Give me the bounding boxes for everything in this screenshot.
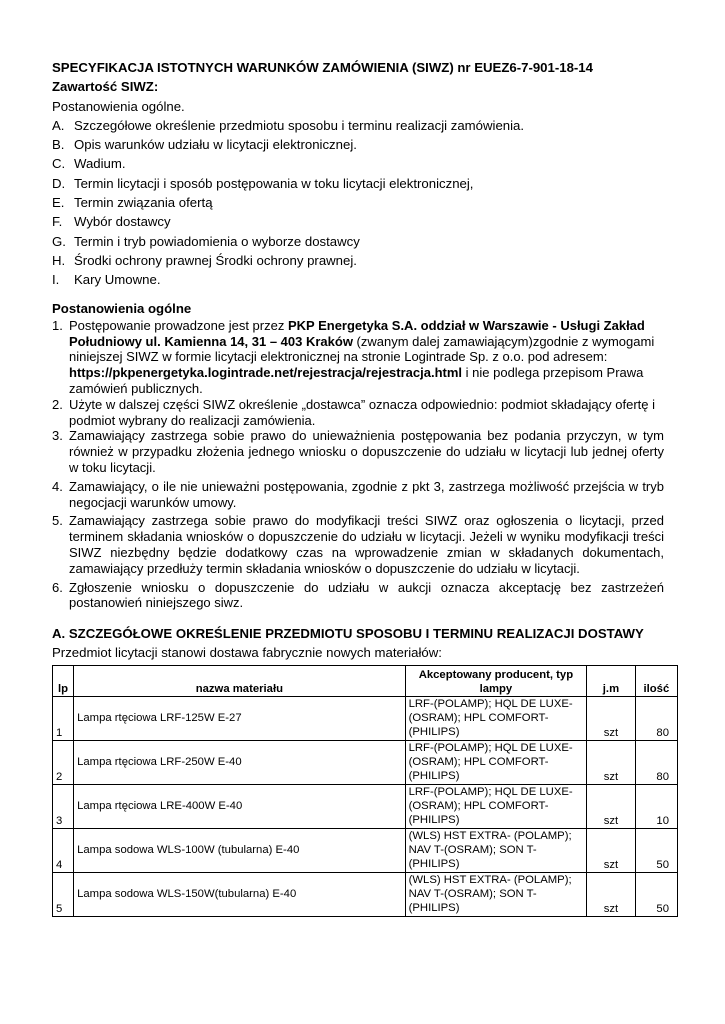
cell-producer: LRF-(POLAMP); HQL DE LUXE- (OSRAM); HPL COMFORT-(PHILIPS) bbox=[405, 784, 587, 828]
document-page bbox=[52, 58, 670, 917]
section-a-heading: A. SZCZEGÓŁOWE OKREŚLENIE PRZEDMIOTU SPOSOBU I TERMINU REALIZACJI DOSTAWY bbox=[52, 626, 644, 642]
cell-unit: szt bbox=[587, 696, 636, 740]
table-row bbox=[53, 696, 678, 740]
contents-item: H. Środki ochrony prawnej Środki ochrony prawnej. bbox=[52, 252, 357, 268]
contents-intro: Postanowienia ogólne. bbox=[52, 98, 185, 114]
cell-name: Lampa rtęciowa LRF-250W E-40 bbox=[74, 740, 406, 784]
table-row bbox=[53, 828, 678, 872]
cell-producer: (WLS) HST EXTRA- (POLAMP); NAV T-(OSRAM); SON T- (PHILIPS) bbox=[405, 828, 587, 872]
registration-link[interactable]: https://pkpenergetyka.logintrade.net/rejestracja/rejestracja.html bbox=[69, 365, 463, 381]
cell-unit: szt bbox=[587, 828, 636, 872]
general-point-5: 5. Zamawiający zastrzega sobie prawo do modyfikacji treści SIWZ oraz ogłoszenia o licytacji, przed terminem składania wniosków o dopuszczenie do udziału w licytacji. Jeżeli w wyniku modyfikacji treści SIWZ niezbędny będzie dodatkowy czas na wprowadzenie zmian w składanych dokumentach, zamawiający przedłuży termin składania wniosków o dopuszczenie do udziału w licytacji. bbox=[52, 513, 664, 576]
cell-producer: LRF-(POLAMP); HQL DE LUXE- (OSRAM); HPL COMFORT-(PHILIPS) bbox=[405, 696, 587, 740]
contents-item: A. Szczegółowe określenie przedmiotu sposobu i terminu realizacji zamówienia. bbox=[52, 117, 525, 133]
cell-unit: szt bbox=[587, 740, 636, 784]
general-point-6: 6. Zgłoszenie wniosku o dopuszczenie do udziału w aukcji oznacza akceptację bez zastrzeżeń postanowień niniejszego siwz. bbox=[52, 579, 664, 611]
cell-quantity: 80 bbox=[635, 740, 677, 784]
header-producer: Akceptowany producent, typ lampy bbox=[405, 665, 587, 696]
contents-item: C. Wadium. bbox=[52, 156, 126, 172]
table-row bbox=[53, 740, 678, 784]
cell-name: Lampa rtęciowa LRE-400W E-40 bbox=[74, 784, 406, 828]
cell-quantity: 50 bbox=[635, 828, 677, 872]
contents-heading: Zawartość SIWZ: bbox=[52, 79, 159, 95]
cell-name: Lampa sodowa WLS-150W(tubularna) E-40 bbox=[74, 872, 406, 916]
table-row bbox=[53, 872, 678, 916]
cell-name: Lampa rtęciowa LRF-125W E-27 bbox=[74, 696, 406, 740]
section-a-intro: Przedmiot licytacji stanowi dostawa fabrycznie nowych materiałów: bbox=[52, 645, 442, 661]
cell-unit: szt bbox=[587, 784, 636, 828]
cell-quantity: 50 bbox=[635, 872, 677, 916]
table-header-row bbox=[53, 665, 678, 696]
general-point-1: 1. Postępowanie prowadzone jest przez PKP Energetyka S.A. oddział w Warszawie - Usługi Zakład Południowy ul. Kamienna 14, 31 – 403 Kraków (zwanym dalej zamawiającym)zgodnie z wymogami niniejszej SIWZ w formie licytacji elektronicznej na stronie Logintrade Sp. z o.o. pod adresem: https://pkpenergetyka.logintrade.net/rejestracja/rejestracja.html i nie podlega przepisom Prawa zamówień publicznych. bbox=[52, 317, 655, 397]
general-point-2: 2. Użyte w dalszej części SIWZ określenie „dostawca” oznacza odpowiednio: podmiot składający ofertę i podmiot wybrany do realizacji zamówienia. bbox=[52, 396, 655, 428]
contents-list bbox=[52, 116, 664, 290]
cell-name: Lampa sodowa WLS-100W (tubularna) E-40 bbox=[74, 828, 406, 872]
cell-lp: 2 bbox=[53, 740, 74, 784]
contents-item: G. Termin i tryb powiadomienia o wyborze dostawcy bbox=[52, 233, 360, 249]
header-unit: j.m bbox=[587, 665, 636, 696]
cell-lp: 5 bbox=[53, 872, 74, 916]
document-title: SPECYFIKACJA ISTOTNYCH WARUNKÓW ZAMÓWIENIA (SIWZ) nr EUEZ6-7-901-18-14 bbox=[52, 60, 593, 75]
cell-lp: 3 bbox=[53, 784, 74, 828]
contents-item: F. Wybór dostawcy bbox=[52, 214, 171, 230]
contents-item: B. Opis warunków udziału w licytacji elektronicznej. bbox=[52, 137, 357, 153]
contents-item: D. Termin licytacji i sposób postępowania w toku licytacji elektronicznej, bbox=[52, 175, 474, 191]
table-row bbox=[53, 784, 678, 828]
header-name: nazwa materiału bbox=[74, 665, 406, 696]
general-heading: Postanowienia ogólne bbox=[52, 300, 192, 316]
cell-unit: szt bbox=[587, 872, 636, 916]
materials-table bbox=[52, 665, 678, 917]
cell-lp: 4 bbox=[53, 828, 74, 872]
contents-item: I. Kary Umowne. bbox=[52, 272, 161, 288]
header-lp: lp bbox=[53, 665, 74, 696]
cell-quantity: 10 bbox=[635, 784, 677, 828]
general-point-4: 4. Zamawiający, o ile nie unieważni postępowania, zgodnie z pkt 3, zastrzega możliwość przejścia w tryb negocjacji warunków umowy. bbox=[52, 478, 664, 510]
cell-producer: (WLS) HST EXTRA- (POLAMP); NAV T-(OSRAM); SON T- (PHILIPS) bbox=[405, 872, 587, 916]
cell-quantity: 80 bbox=[635, 696, 677, 740]
contents-item: E. Termin związania ofertą bbox=[52, 195, 213, 211]
header-quantity: ilość bbox=[635, 665, 677, 696]
general-point-3: 3. Zamawiający zastrzega sobie prawo do unieważnienia postępowania bez podania przyczyn, w tym również w przypadku złożenia jednego wniosku o dopuszczenie do udziału w licytacji lub jednej oferty w toku licytacji. bbox=[52, 428, 664, 476]
cell-lp: 1 bbox=[53, 696, 74, 740]
cell-producer: LRF-(POLAMP); HQL DE LUXE- (OSRAM); HPL COMFORT-(PHILIPS) bbox=[405, 740, 587, 784]
